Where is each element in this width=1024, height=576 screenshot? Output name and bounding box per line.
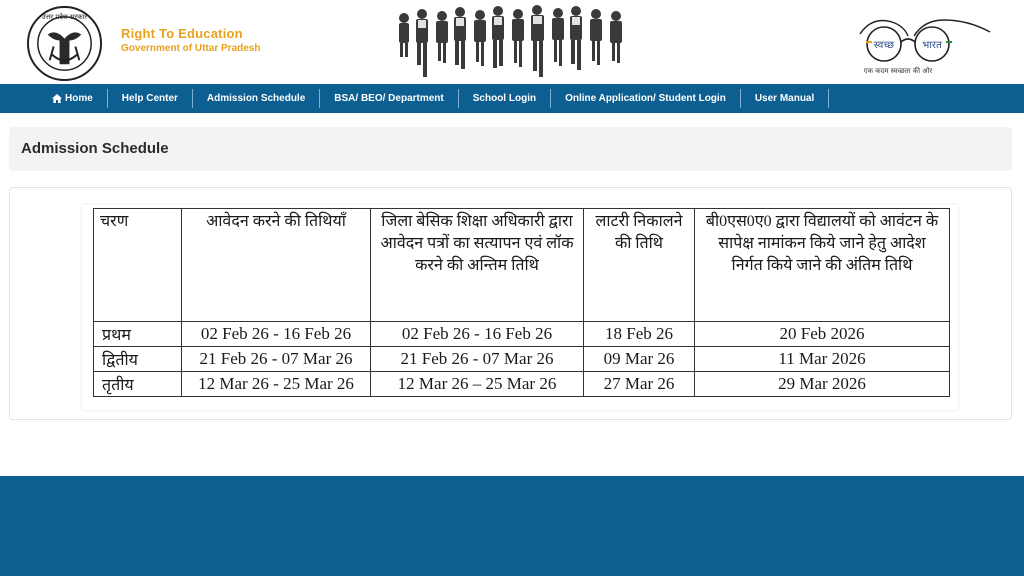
header-allotment-order-date: बी0एस0ए0 द्वारा विद्यालयों को आवंटन के सापेक्ष नामांकन किये जाने हेतु आदेश निर्गत किये जाने की अंतिम तिथि <box>695 209 950 322</box>
nav-admission-schedule[interactable] <box>193 89 320 108</box>
nav-user-manual[interactable] <box>741 89 829 108</box>
header-lottery-date: लाटरी निकालने की तिथि <box>584 209 695 322</box>
up-government-emblem[interactable] <box>26 5 103 82</box>
application-dates-cell: 02 Feb 26 - 16 Feb 26 <box>182 322 371 347</box>
application-dates-cell: 12 Mar 26 - 25 Mar 26 <box>182 372 371 397</box>
verification-date-cell: 21 Feb 26 - 07 Mar 26 <box>371 347 584 372</box>
schedule-image <box>82 205 958 410</box>
page-title-bar <box>9 127 1012 171</box>
nav-admission-schedule-label: Admission Schedule <box>206 93 306 104</box>
table-row <box>94 347 950 372</box>
site-footer <box>0 476 1024 576</box>
header-phase: चरण <box>94 209 182 322</box>
swachh-text: स्वच्छ <box>873 40 895 51</box>
allotment-order-date-cell: 11 Mar 2026 <box>695 347 950 372</box>
brand-title: Right To Education <box>121 26 243 41</box>
brand-subtitle: Government of Uttar Pradesh <box>121 43 261 54</box>
nav-help-center-label: Help Center <box>121 93 178 104</box>
table-row <box>94 322 950 347</box>
nav-home-label: Home <box>65 93 93 104</box>
lottery-date-cell: 09 Mar 26 <box>584 347 695 372</box>
main-navbar <box>0 84 1024 113</box>
application-dates-cell: 21 Feb 26 - 07 Mar 26 <box>182 347 371 372</box>
header-application-dates: आवेदन करने की तिथियाँ <box>182 209 371 322</box>
phase-cell: द्वितीय <box>94 347 182 372</box>
swachh-tagline: एक कदम स्वच्छता की ओर <box>863 67 933 75</box>
verification-date-cell: 12 Mar 26 – 25 Mar 26 <box>371 372 584 397</box>
schedule-table <box>93 208 950 397</box>
page-title: Admission Schedule <box>21 140 169 157</box>
phase-cell: प्रथम <box>94 322 182 347</box>
nav-school-login-label: School Login <box>472 93 537 104</box>
home-icon <box>52 94 62 103</box>
header-verification-date: जिला बेसिक शिक्षा अधिकारी द्वारा आवेदन पत्रों का सत्यापन एवं लॉक करने की अन्तिम तिथि <box>371 209 584 322</box>
schedule-header-row <box>94 209 950 322</box>
lottery-date-cell: 18 Feb 26 <box>584 322 695 347</box>
site-header <box>0 0 1024 84</box>
nav-online-application-label: Online Application/ Student Login <box>565 93 726 104</box>
phase-cell: तृतीय <box>94 372 182 397</box>
bharat-text: भारत <box>922 40 942 51</box>
brand-block <box>121 26 260 54</box>
spectacles-icon <box>852 12 994 78</box>
schedule-card <box>9 187 1012 420</box>
verification-date-cell: 02 Feb 26 - 16 Feb 26 <box>371 322 584 347</box>
nav-user-manual-label: User Manual <box>754 93 815 104</box>
nav-online-application[interactable] <box>551 89 741 108</box>
nav-bsa-beo-department-label: BSA/ BEO/ Department <box>334 93 444 104</box>
lottery-date-cell: 27 Mar 26 <box>584 372 695 397</box>
nav-help-center[interactable] <box>108 89 193 108</box>
nav-list <box>42 84 829 113</box>
svg-text:उत्तर प्रदेश सरकार: उत्तर प्रदेश सरकार <box>41 12 88 21</box>
swachh-bharat-logo <box>852 12 994 78</box>
table-row <box>94 372 950 397</box>
allotment-order-date-cell: 29 Mar 2026 <box>695 372 950 397</box>
nav-home[interactable] <box>42 89 108 108</box>
nav-bsa-beo-department[interactable] <box>320 89 458 108</box>
nav-school-login[interactable] <box>459 89 551 108</box>
allotment-order-date-cell: 20 Feb 2026 <box>695 322 950 347</box>
students-banner-image <box>394 2 632 82</box>
